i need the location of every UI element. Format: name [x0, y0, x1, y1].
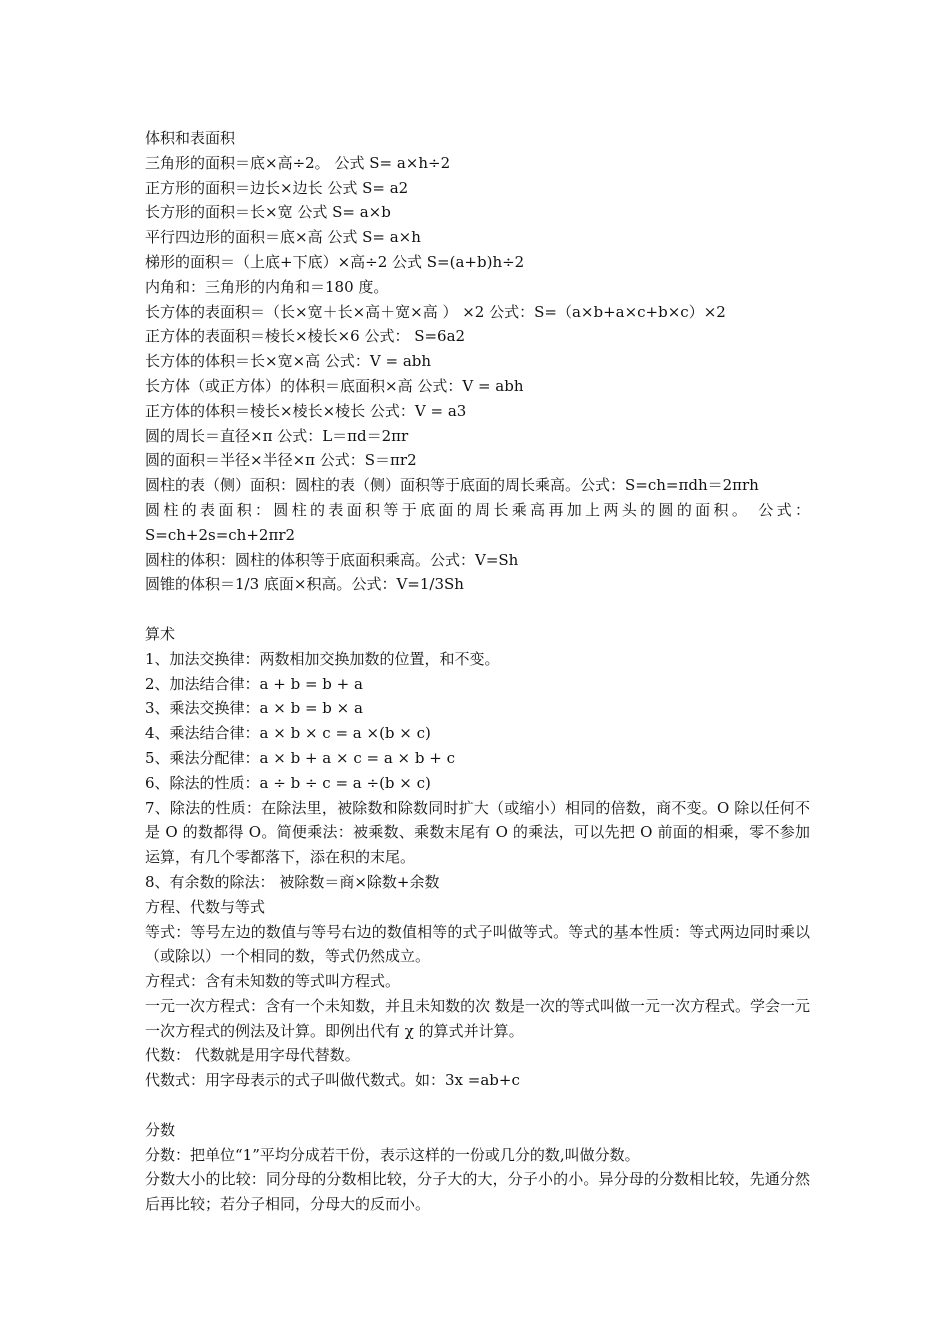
rule-line: 1、加法交换律：两数相加交换加数的位置，和不变。	[145, 649, 500, 668]
rule-paragraph: 7、除法的性质：在除法里，被除数和除数同时扩大（或缩小）相同的倍数，商不变。O 除以任何不是 O 的数都得 O。简便乘法：被乘数、乘数末尾有 O 的乘法，可以先把 O 前面的相乘，零不参加运算，有几个零都落下，添在积的末尾。	[145, 798, 810, 867]
formula-line: 长方体的体积＝长×宽×高 公式：V = abh	[145, 352, 432, 371]
definition-paragraph: 一元一次方程式：含有一个未知数，并且未知数的次 数是一次的等式叫做一元一次方程式。学会一元一次方程式的例法及计算。即例出代有 χ 的算式并计算。	[145, 996, 810, 1040]
section-arithmetic	[145, 622, 810, 895]
formula-line: 长方体（或正方体）的体积＝底面积×高 公式：V = abh	[145, 376, 524, 395]
rule-line: 6、除法的性质：a ÷ b ÷ c = a ÷(b × c)	[145, 773, 431, 792]
rule-line: 4、乘法结合律：a × b × c = a ×(b × c)	[145, 724, 431, 743]
formula-line: 圆的面积＝半径×半径×π 公式：S＝πr2	[145, 451, 417, 470]
definition-line: 方程式：含有未知数的等式叫方程式。	[145, 972, 401, 991]
definition-line: 代数式：用字母表示的式子叫做代数式。如：3x =ab+c	[145, 1071, 520, 1090]
formula-line: 三角形的面积＝底×高÷2。 公式 S= a×h÷2	[145, 153, 451, 172]
document-page	[145, 126, 810, 1217]
section-volume-area	[145, 126, 810, 597]
formula-line: 圆的周长＝直径×π 公式：L＝πd＝2πr	[145, 426, 409, 445]
definition-line: 分数：把单位“1”平均分成若干份，表示这样的一份或几分的数,叫做分数。	[145, 1145, 640, 1164]
formula-line: 正方形的面积＝边长×边长 公式 S= a2	[145, 178, 409, 197]
formula-line: 内角和：三角形的内角和＝180 度。	[145, 277, 389, 296]
formula-paragraph: 圆柱的表面积：圆柱的表面积等于底面的周长乘高再加上两头的圆的面积。 公式：S=ch+2s=ch+2πr2	[145, 500, 810, 544]
section-heading: 算术	[145, 624, 176, 643]
blank-line	[145, 597, 810, 622]
formula-line: 正方体的体积＝棱长×棱长×棱长 公式：V = a3	[145, 401, 467, 420]
section-heading: 体积和表面积	[145, 129, 236, 147]
definition-line: 代数： 代数就是用字母代替数。	[145, 1046, 360, 1065]
formula-line: 圆柱的表（侧）面积：圆柱的表（侧）面积等于底面的周长乘高。公式：S=ch=πdh＝2πrh	[145, 476, 759, 495]
blank-line	[145, 1093, 810, 1118]
rule-line: 3、乘法交换律：a × b = b × a	[145, 699, 363, 718]
rule-line: 5、乘法分配律：a × b + a × c = a × b + c	[145, 748, 456, 767]
definition-paragraph: 等式：等号左边的数值与等号右边的数值相等的式子叫做等式。等式的基本性质：等式两边同时乘以（或除以）一个相同的数，等式仍然成立。	[145, 922, 810, 966]
section-equations	[145, 895, 810, 1093]
section-fractions	[145, 1118, 810, 1217]
section-heading: 方程、代数与等式	[145, 897, 266, 916]
definition-paragraph: 分数大小的比较：同分母的分数相比较，分子大的大，分子小的小。异分母的分数相比较，先通分然后再比较；若分子相同，分母大的反而小。	[145, 1170, 810, 1214]
formula-line: 梯形的面积＝（上底+下底）×高÷2 公式 S=(a+b)h÷2	[145, 252, 525, 271]
formula-line: 长方形的面积＝长×宽 公式 S= a×b	[145, 203, 391, 222]
formula-line: 圆柱的体积：圆柱的体积等于底面积乘高。公式：V=Sh	[145, 550, 519, 569]
section-heading: 分数	[145, 1120, 176, 1139]
rule-line: 2、加法结合律：a + b = b + a	[145, 674, 363, 693]
formula-line: 圆锥的体积＝1/3 底面×积高。公式：V=1/3Sh	[145, 575, 464, 594]
formula-line: 长方体的表面积＝（长×宽＋长×高＋宽×高 ） ×2 公式：S=（a×b+a×c+b×c）×2	[145, 302, 726, 321]
formula-line: 正方体的表面积＝棱长×棱长×6 公式： S=6a2	[145, 327, 466, 346]
formula-line: 平行四边形的面积＝底×高 公式 S= a×h	[145, 228, 421, 247]
rule-line: 8、有余数的除法： 被除数＝商×除数+余数	[145, 872, 440, 891]
